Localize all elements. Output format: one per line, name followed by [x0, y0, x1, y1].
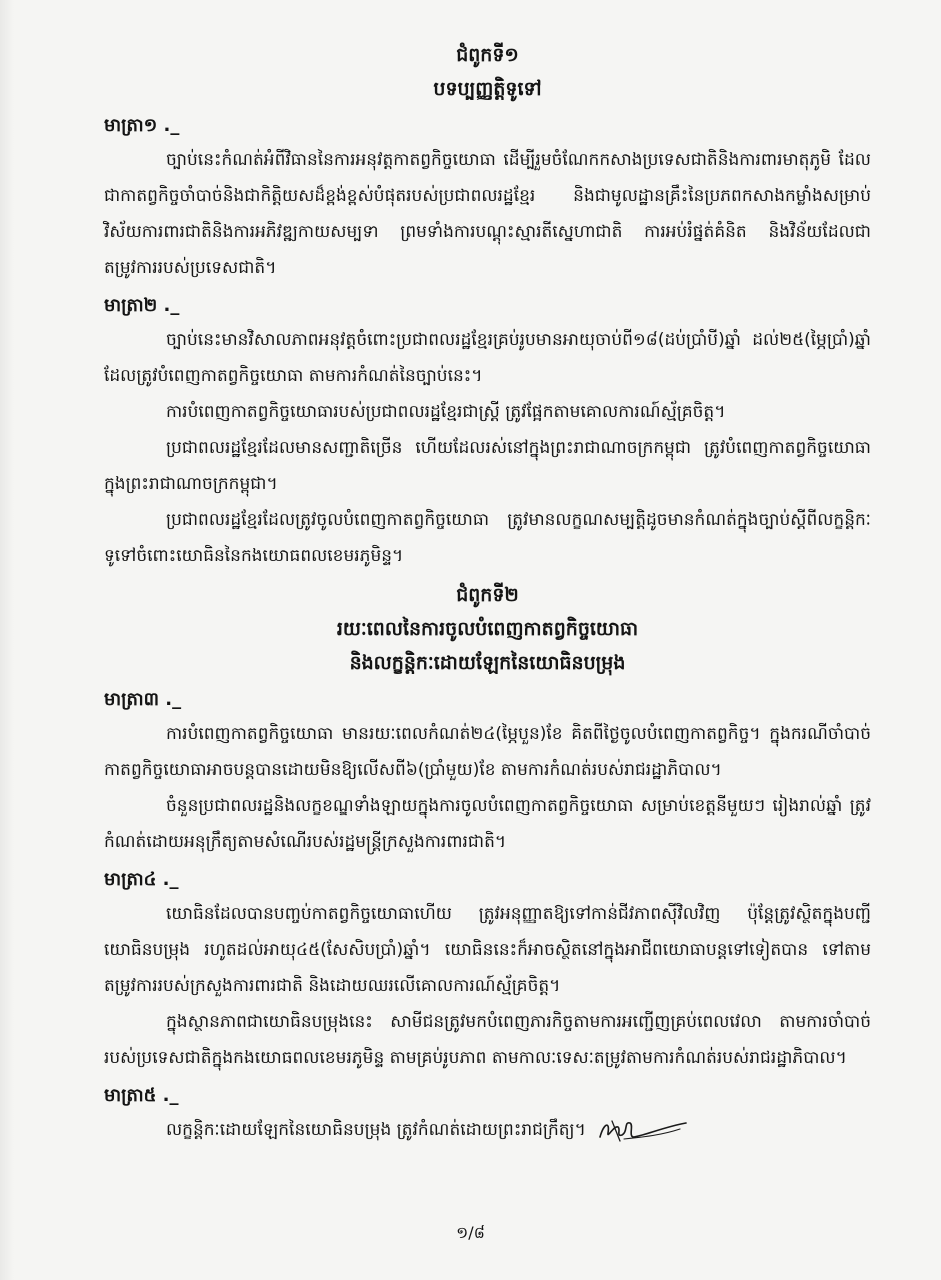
article-2-paragraph-2: ការបំពេញកាតព្វកិច្ចយោធារបស់ប្រជាពលរដ្ឋខ្មែរជាស្ត្រី ត្រូវផ្អែកតាមគោលការណ៍ស្ម័គ្រចិត្ត។: [166, 402, 726, 422]
article-1-paragraph-1: ច្បាប់នេះកំណត់អំពីវិធាននៃការអនុវត្តកាតព្វកិច្ចយោធា ដើម្បីរួមចំណែកកសាងប្រទេសជាតិនិងការពារមាតុភូមិ ដែលជាកាតព្វកិច្ចចាំបាច់និងជាកិត្តិយសដ៏ខ្ពង់ខ្ពស់បំផុតរបស់ប្រជាពលរដ្ឋខ្មែរ និងជាមូលដ្ឋានគ្រឹះនៃប្រភពកសាងកម្លាំងសម្រាប់វិស័យការពារជាតិនិងការអភិវឌ្ឍកាយសម្បទា ព្រមទាំងការបណ្តុះស្មារតីស្នេហាជាតិ ការអប់រំផ្នត់គំនិត និងវិន័យដែលជាតម្រូវការរបស់ប្រទេសជាតិ។: [104, 150, 871, 278]
article-3-paragraph-1: ការបំពេញកាតព្វកិច្ចយោធា មានរយៈពេលកំណត់២៤(ម្ភៃបួន)ខែ គិតពីថ្ងៃចូលបំពេញកាតព្វកិច្ច។ ក្នុងករណីចាំបាច់ កាតព្វកិច្ចយោធាអាចបន្តបានដោយមិនឱ្យលើសពី៦(ប្រាំមួយ)ខែ តាមការកំណត់របស់រាជរដ្ឋាភិបាល។: [104, 724, 871, 780]
article-4-paragraph-2: ក្នុងស្ថានភាពជាយោធិនបម្រុងនេះ សាមីជនត្រូវមកបំពេញភារកិច្ចតាមការអញ្ជើញគ្រប់ពេលវេលា តាមការចាំបាច់របស់ប្រទេសជាតិក្នុងកងយោធពលខេមរភូមិន្ទ តាមគ្រប់រូបភាព តាមកាលៈទេសៈតម្រូវតាមការកំណត់របស់រាជរដ្ឋាភិបាល។: [104, 1012, 871, 1068]
article-1: [104, 110, 871, 286]
chapter-2-title-line-2: និងលក្ខន្តិកៈដោយឡែកនៃយោធិនបម្រុង: [349, 652, 626, 674]
article-3: [104, 684, 871, 860]
article-3-paragraph-2: ចំនួនប្រជាពលរដ្ឋនិងលក្ខខណ្ឌទាំងឡាយក្នុងការចូលបំពេញកាតព្វកិច្ចយោធា សម្រាប់ខេត្តនីមួយៗ រៀងរាល់ឆ្នាំ ត្រូវកំណត់ដោយអនុក្រឹត្យតាមសំណើរបស់រដ្ឋមន្ត្រីក្រសួងការពារជាតិ។: [104, 796, 871, 852]
article-4-heading: មាត្រា៤ ._: [104, 869, 179, 890]
chapter-1-title: បទប្បញ្ញត្តិទូទៅ: [433, 78, 542, 100]
article-5-paragraph-1: លក្ខន្តិកៈដោយឡែកនៃយោធិនបម្រុង ត្រូវកំណត់ដោយព្រះរាជក្រឹត្យ។: [166, 1120, 586, 1140]
signature-icon: [594, 1115, 690, 1145]
article-2-paragraph-4: ប្រជាពលរដ្ឋខ្មែរដែលត្រូវចូលបំពេញកាតព្វកិច្ចយោធា ត្រូវមានលក្ខណសម្បត្តិដូចមានកំណត់ក្នុងច្បាប់ស្តីពីលក្ខន្តិកៈទូទៅចំពោះយោធិននៃកងយោធពលខេមរភូមិន្ទ។: [104, 510, 871, 566]
article-2-heading: មាត្រា២ ._: [104, 295, 180, 316]
article-5-heading: មាត្រា៥ ._: [104, 1085, 179, 1106]
article-2-paragraph-1: ច្បាប់នេះមានវិសាលភាពអនុវត្តចំពោះប្រជាពលរដ្ឋខ្មែរគ្រប់រូបមានអាយុចាប់ពី១៨(ដប់ប្រាំបី)ឆ្នាំ ដល់២៥(ម្ភៃប្រាំ)ឆ្នាំ ដែលត្រូវបំពេញកាតព្វកិច្ចយោធា តាមការកំណត់នៃច្បាប់នេះ។: [104, 330, 871, 386]
article-5: [104, 1080, 871, 1148]
article-2: [104, 290, 871, 574]
article-4-paragraph-1: យោធិនដែលបានបញ្ចប់កាតព្វកិច្ចយោធាហើយ ត្រូវអនុញ្ញាតឱ្យទៅកាន់ជីវភាពស៊ីវិលវិញ ប៉ុន្តែត្រូវស្ថិតក្នុងបញ្ជីយោធិនបម្រុង រហូតដល់អាយុ៤៥(សែសិបប្រាំ)ឆ្នាំ។ យោធិននេះក៏អាចស្ថិតនៅក្នុងអាជីពយោធាបន្តទៅទៀតបាន ទៅតាមតម្រូវការរបស់ក្រសួងការពារជាតិ និងដោយឈរលើគោលការណ៍ស្ម័គ្រចិត្ត។: [104, 904, 871, 996]
article-4: [104, 864, 871, 1076]
article-3-heading: មាត្រា៣ ._: [104, 689, 182, 710]
chapter-1-label: ជំពូកទី១: [456, 44, 519, 66]
chapter-2-title-line-1: រយៈពេលនៃការចូលបំពេញកាតព្វកិច្ចយោធា: [336, 618, 639, 640]
page-number: ១/៨: [456, 1223, 485, 1242]
chapter-2-label: ជំពូកទី២: [456, 584, 519, 606]
article-1-heading: មាត្រា១ ._: [104, 115, 180, 136]
article-5-row: [104, 1112, 871, 1148]
article-2-paragraph-3: ប្រជាពលរដ្ឋខ្មែរដែលមានសញ្ជាតិច្រើន ហើយដែលរស់នៅក្នុងព្រះរាជាណាចក្រកម្ពុជា ត្រូវបំពេញកាតព្វកិច្ចយោធាក្នុងព្រះរាជាណាចក្រកម្ពុជា។: [104, 438, 871, 494]
